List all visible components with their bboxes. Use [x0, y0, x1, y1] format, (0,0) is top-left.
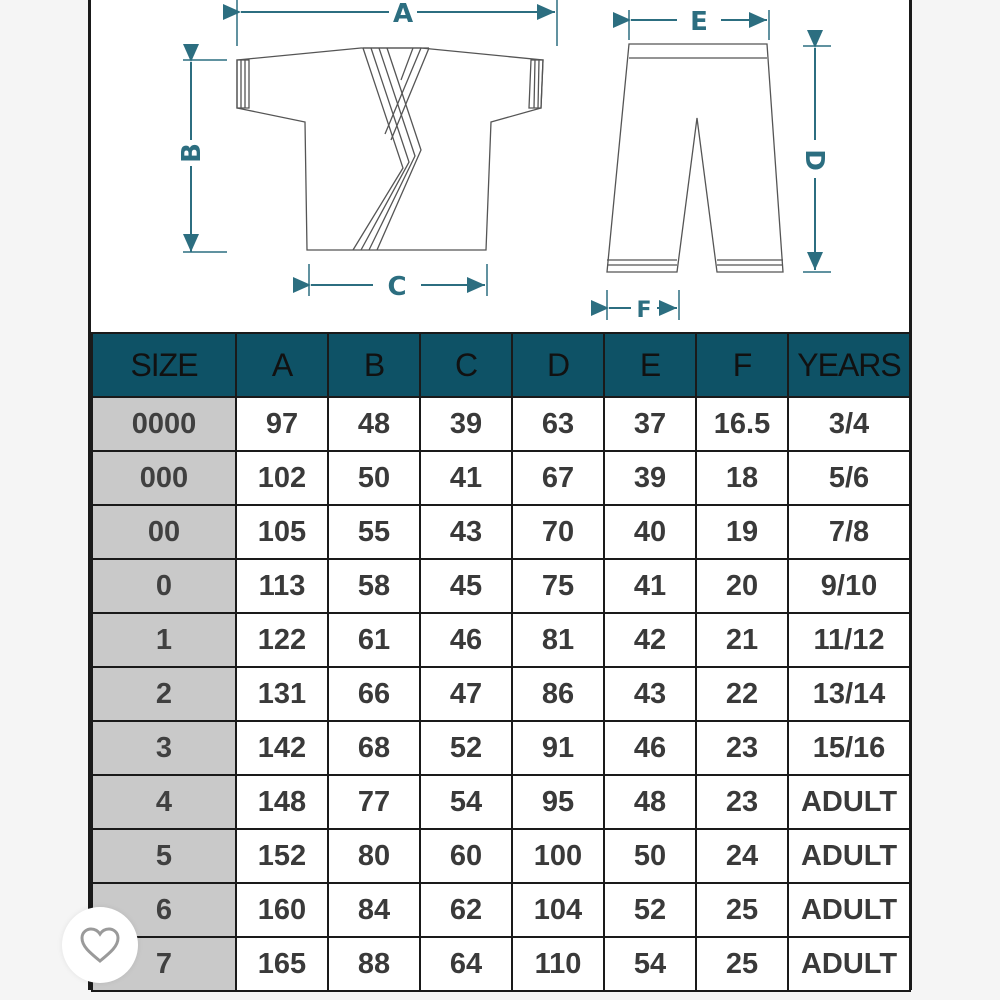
- measurement-cell: 55: [328, 505, 420, 559]
- column-header-f: F: [696, 333, 788, 397]
- measurement-cell: 77: [328, 775, 420, 829]
- measurement-cell: 122: [236, 613, 328, 667]
- measurement-diagram: [91, 0, 909, 332]
- measurement-cell: 105: [236, 505, 328, 559]
- measurement-cell: 48: [328, 397, 420, 451]
- size-cell: 000: [92, 451, 236, 505]
- measurement-cell: ADULT: [788, 883, 910, 937]
- measurement-cell: 131: [236, 667, 328, 721]
- measurement-cell: 39: [604, 451, 696, 505]
- measurement-cell: 9/10: [788, 559, 910, 613]
- table-row: [92, 937, 910, 991]
- measurement-cell: 5/6: [788, 451, 910, 505]
- size-cell: 0000: [92, 397, 236, 451]
- measurement-cell: 45: [420, 559, 512, 613]
- measurement-cell: 63: [512, 397, 604, 451]
- measurement-cell: 80: [328, 829, 420, 883]
- label-c: C: [387, 272, 407, 302]
- column-header-d: D: [512, 333, 604, 397]
- measurement-cell: 21: [696, 613, 788, 667]
- measurement-cell: 142: [236, 721, 328, 775]
- measurement-cell: 110: [512, 937, 604, 991]
- size-cell: 00: [92, 505, 236, 559]
- measurement-cell: 86: [512, 667, 604, 721]
- column-header-b: B: [328, 333, 420, 397]
- measurement-cell: 68: [328, 721, 420, 775]
- table-row: [92, 829, 910, 883]
- measurement-cell: 15/16: [788, 721, 910, 775]
- measurement-cell: ADULT: [788, 937, 910, 991]
- measurement-cell: 152: [236, 829, 328, 883]
- table-row: [92, 559, 910, 613]
- measurement-cell: ADULT: [788, 775, 910, 829]
- measurement-cell: 7/8: [788, 505, 910, 559]
- measurement-cell: 62: [420, 883, 512, 937]
- label-b: B: [177, 143, 207, 163]
- measurement-cell: 88: [328, 937, 420, 991]
- measurement-cell: 165: [236, 937, 328, 991]
- measurement-cell: 81: [512, 613, 604, 667]
- table-row: [92, 451, 910, 505]
- measurement-cell: 100: [512, 829, 604, 883]
- table-row: [92, 667, 910, 721]
- size-cell: 1: [92, 613, 236, 667]
- garment-diagram: [91, 0, 909, 332]
- measurement-cell: 148: [236, 775, 328, 829]
- measurement-cell: 50: [604, 829, 696, 883]
- measurement-cell: 113: [236, 559, 328, 613]
- measurement-cell: 91: [512, 721, 604, 775]
- measurement-cell: 19: [696, 505, 788, 559]
- measurement-cell: 11/12: [788, 613, 910, 667]
- measurement-cell: 54: [420, 775, 512, 829]
- label-a: A: [392, 0, 414, 29]
- measurement-cell: 25: [696, 937, 788, 991]
- size-table: [91, 332, 911, 992]
- measurement-cell: 102: [236, 451, 328, 505]
- measurement-cell: 52: [604, 883, 696, 937]
- measurement-cell: 46: [604, 721, 696, 775]
- measurement-cell: 20: [696, 559, 788, 613]
- label-d: D: [799, 149, 829, 171]
- measurement-cell: 47: [420, 667, 512, 721]
- measurement-cell: 42: [604, 613, 696, 667]
- size-cell: 4: [92, 775, 236, 829]
- measurement-cell: 97: [236, 397, 328, 451]
- table-row: [92, 721, 910, 775]
- size-cell: 0: [92, 559, 236, 613]
- measurement-cell: 54: [604, 937, 696, 991]
- measurement-cell: 41: [604, 559, 696, 613]
- measurement-cell: 43: [420, 505, 512, 559]
- measurement-cell: 66: [328, 667, 420, 721]
- measurement-cell: ADULT: [788, 829, 910, 883]
- measurement-cell: 95: [512, 775, 604, 829]
- label-f: F: [636, 298, 652, 323]
- table-row: [92, 505, 910, 559]
- size-cell: 2: [92, 667, 236, 721]
- measurement-cell: 58: [328, 559, 420, 613]
- size-cell: 5: [92, 829, 236, 883]
- measurement-cell: 43: [604, 667, 696, 721]
- measurement-cell: 61: [328, 613, 420, 667]
- heart-outline-icon: [79, 926, 121, 964]
- measurement-cell: 75: [512, 559, 604, 613]
- measurement-cell: 60: [420, 829, 512, 883]
- column-header-c: C: [420, 333, 512, 397]
- measurement-cell: 40: [604, 505, 696, 559]
- measurement-cell: 67: [512, 451, 604, 505]
- column-header-a: A: [236, 333, 328, 397]
- measurement-cell: 22: [696, 667, 788, 721]
- measurement-cell: 23: [696, 721, 788, 775]
- measurement-cell: 52: [420, 721, 512, 775]
- measurement-cell: 160: [236, 883, 328, 937]
- label-e: E: [690, 7, 708, 37]
- measurement-cell: 23: [696, 775, 788, 829]
- size-cell: 3: [92, 721, 236, 775]
- measurement-cell: 84: [328, 883, 420, 937]
- measurement-cell: 25: [696, 883, 788, 937]
- table-row: [92, 775, 910, 829]
- measurement-cell: 64: [420, 937, 512, 991]
- table-row: [92, 883, 910, 937]
- measurement-cell: 39: [420, 397, 512, 451]
- measurement-cell: 37: [604, 397, 696, 451]
- table-header-row: [92, 333, 910, 397]
- column-header-e: E: [604, 333, 696, 397]
- measurement-cell: 16.5: [696, 397, 788, 451]
- pants-outline: [607, 44, 783, 272]
- size-cell: 6: [92, 883, 236, 937]
- table-row: [92, 613, 910, 667]
- measurement-cell: 13/14: [788, 667, 910, 721]
- measurement-cell: 104: [512, 883, 604, 937]
- measurement-cell: 70: [512, 505, 604, 559]
- measurement-cell: 18: [696, 451, 788, 505]
- table-body: [92, 397, 910, 991]
- size-chart-frame: [88, 0, 912, 990]
- size-cell: 7: [92, 937, 236, 991]
- jacket-outline: [237, 48, 543, 250]
- table-row: [92, 397, 910, 451]
- measurement-cell: 50: [328, 451, 420, 505]
- measurement-cell: 41: [420, 451, 512, 505]
- measurement-cell: 24: [696, 829, 788, 883]
- measurement-cell: 3/4: [788, 397, 910, 451]
- measurement-cell: 48: [604, 775, 696, 829]
- favorite-button[interactable]: [62, 907, 138, 983]
- column-header-years: YEARS: [788, 333, 910, 397]
- column-header-size: SIZE: [92, 333, 236, 397]
- measurement-cell: 46: [420, 613, 512, 667]
